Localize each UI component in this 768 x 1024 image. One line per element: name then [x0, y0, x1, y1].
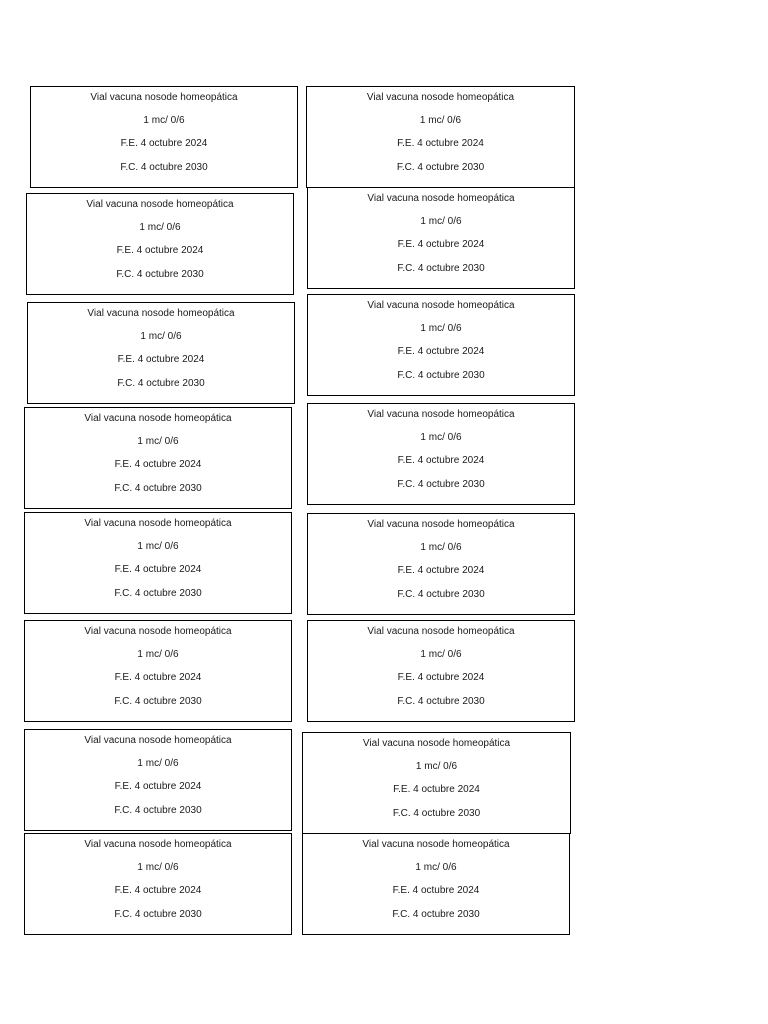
label-title: Vial vacuna nosode homeopática [86, 199, 234, 210]
label-dose: 1 mc/ 0/6 [137, 862, 179, 873]
label-title: Vial vacuna nosode homeopática [84, 518, 232, 529]
vial-label [307, 403, 575, 505]
vial-label [26, 193, 294, 295]
vial-label [302, 833, 570, 935]
vial-label [307, 513, 575, 615]
label-fc-date: F.C. 4 octubre 2030 [397, 479, 485, 490]
vial-label [27, 302, 295, 404]
label-title: Vial vacuna nosode homeopática [90, 92, 238, 103]
label-dose: 1 mc/ 0/6 [415, 862, 457, 873]
label-fc-date: F.C. 4 octubre 2030 [392, 909, 480, 920]
label-fe-date: F.E. 4 octubre 2024 [397, 346, 485, 357]
label-fc-date: F.C. 4 octubre 2030 [114, 909, 202, 920]
label-fe-date: F.E. 4 octubre 2024 [397, 672, 485, 683]
label-fc-date: F.C. 4 octubre 2030 [397, 696, 485, 707]
label-fc-date: F.C. 4 octubre 2030 [114, 696, 202, 707]
label-dose: 1 mc/ 0/6 [137, 649, 179, 660]
label-fc-date: F.C. 4 octubre 2030 [116, 269, 204, 280]
label-title: Vial vacuna nosode homeopática [87, 308, 235, 319]
label-fc-date: F.C. 4 octubre 2030 [114, 588, 202, 599]
label-fe-date: F.E. 4 octubre 2024 [114, 564, 202, 575]
label-dose: 1 mc/ 0/6 [140, 331, 182, 342]
vial-label [24, 833, 292, 935]
label-dose: 1 mc/ 0/6 [420, 649, 462, 660]
vial-label [24, 729, 292, 831]
label-fe-date: F.E. 4 octubre 2024 [397, 455, 485, 466]
label-dose: 1 mc/ 0/6 [143, 115, 185, 126]
label-fc-date: F.C. 4 octubre 2030 [392, 808, 481, 819]
vial-label [307, 620, 575, 722]
label-dose: 1 mc/ 0/6 [415, 761, 458, 772]
label-fe-date: F.E. 4 octubre 2024 [117, 354, 205, 365]
label-dose: 1 mc/ 0/6 [419, 115, 462, 126]
vial-label [306, 86, 575, 188]
label-fe-date: F.E. 4 octubre 2024 [116, 245, 204, 256]
label-fe-date: F.E. 4 octubre 2024 [114, 885, 202, 896]
label-title: Vial vacuna nosode homeopática [367, 519, 515, 530]
label-fe-date: F.E. 4 octubre 2024 [392, 885, 480, 896]
label-title: Vial vacuna nosode homeopática [84, 735, 232, 746]
label-fc-date: F.C. 4 octubre 2030 [120, 162, 208, 173]
label-fc-date: F.C. 4 octubre 2030 [114, 483, 202, 494]
label-fc-date: F.C. 4 octubre 2030 [117, 378, 205, 389]
label-fe-date: F.E. 4 octubre 2024 [393, 784, 480, 795]
label-title: Vial vacuna nosode homeopática [367, 193, 515, 204]
label-dose: 1 mc/ 0/6 [420, 432, 462, 443]
label-dose: 1 mc/ 0/6 [139, 222, 181, 233]
label-fe-date: F.E. 4 octubre 2024 [397, 565, 485, 576]
label-title: Vial vacuna nosode homeopática [367, 300, 515, 311]
label-fe-date: F.E. 4 octubre 2024 [114, 672, 202, 683]
label-fc-date: F.C. 4 octubre 2030 [114, 805, 202, 816]
label-dose: 1 mc/ 0/6 [420, 323, 462, 334]
vial-label [302, 732, 571, 834]
vial-label [30, 86, 298, 188]
label-title: Vial vacuna nosode homeopática [367, 626, 515, 637]
vial-label [307, 187, 575, 289]
label-dose: 1 mc/ 0/6 [137, 436, 179, 447]
label-fe-date: F.E. 4 octubre 2024 [397, 239, 485, 250]
label-dose: 1 mc/ 0/6 [420, 542, 462, 553]
label-title: Vial vacuna nosode homeopática [362, 839, 510, 850]
vial-label [24, 512, 292, 614]
vial-label [307, 294, 575, 396]
label-title: Vial vacuna nosode homeopática [367, 409, 515, 420]
label-dose: 1 mc/ 0/6 [137, 758, 179, 769]
label-fe-date: F.E. 4 octubre 2024 [114, 459, 202, 470]
label-title: Vial vacuna nosode homeopática [84, 413, 232, 424]
label-fc-date: F.C. 4 octubre 2030 [397, 589, 485, 600]
label-dose: 1 mc/ 0/6 [137, 541, 179, 552]
label-fe-date: F.E. 4 octubre 2024 [120, 138, 208, 149]
vial-label [24, 620, 292, 722]
label-title: Vial vacuna nosode homeopática [84, 839, 232, 850]
label-fe-date: F.E. 4 octubre 2024 [397, 138, 484, 149]
vial-label [24, 407, 292, 509]
label-fe-date: F.E. 4 octubre 2024 [114, 781, 202, 792]
label-title: Vial vacuna nosode homeopática [362, 738, 511, 749]
label-fc-date: F.C. 4 octubre 2030 [396, 162, 485, 173]
label-fc-date: F.C. 4 octubre 2030 [397, 263, 485, 274]
label-title: Vial vacuna nosode homeopática [84, 626, 232, 637]
label-fc-date: F.C. 4 octubre 2030 [397, 370, 485, 381]
label-dose: 1 mc/ 0/6 [420, 216, 462, 227]
label-title: Vial vacuna nosode homeopática [366, 92, 515, 103]
